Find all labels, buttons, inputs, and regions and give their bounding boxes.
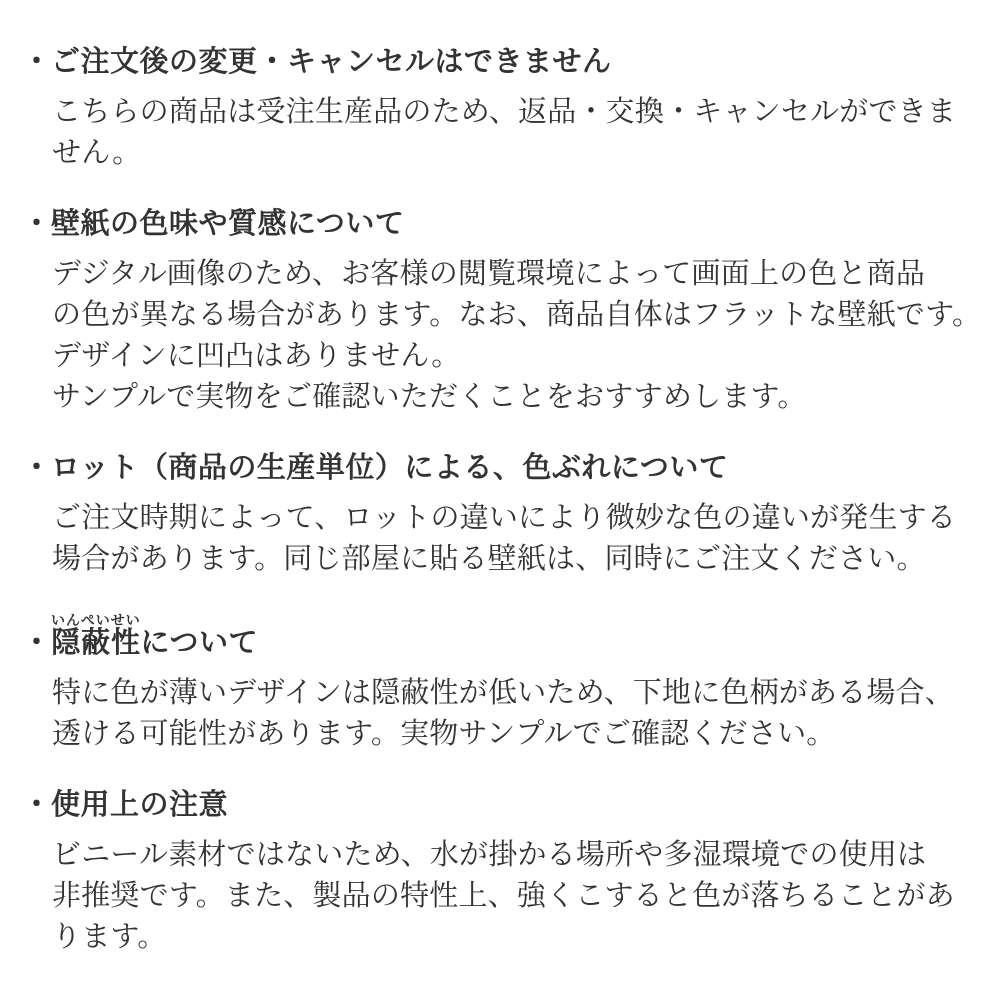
body-line: の色が異なる場合があります。なお、商品自体はフラットな壁紙です。	[52, 299, 982, 331]
body-line: ご注文時期によって、ロットの違いにより微妙な色の違いが発生する	[52, 502, 957, 534]
heading-rest: について	[140, 627, 258, 659]
bullet-marker: ・	[22, 208, 52, 240]
body-line: せん。	[52, 137, 142, 169]
section-heading-row	[22, 206, 980, 242]
body-line: デザインに凹凸はありません。	[52, 340, 461, 372]
bullet-marker: ・	[22, 627, 52, 659]
section-body	[52, 673, 980, 755]
ruby-base: 隠蔽性	[51, 627, 141, 659]
bullet-marker: ・	[22, 46, 52, 78]
section-heading: 壁紙の色味や質感について	[51, 208, 405, 240]
section-usage	[22, 787, 980, 958]
section-heading: 使用上の注意	[51, 789, 229, 821]
section-heading-row	[22, 787, 980, 823]
body-line: 非推奨です。また、製品の特性上、強くこすると色が落ちることがあ	[52, 880, 955, 912]
body-line: 特に色が薄いデザインは隠蔽性が低いため、下地に色柄がある場合、	[52, 677, 955, 709]
bullet-marker: ・	[22, 789, 52, 821]
section-opacity	[22, 612, 980, 755]
section-body	[52, 254, 980, 418]
body-line: 透ける可能性があります。実物サンプルでご確認ください。	[52, 718, 836, 750]
body-line: ります。	[52, 921, 167, 953]
section-body	[52, 835, 980, 958]
body-line: サンプルで実物をご確認いただくことをおすすめします。	[52, 381, 807, 413]
ruby-furigana: いんぺいせい	[51, 612, 141, 628]
section-cancellation	[22, 44, 980, 174]
section-heading-row	[22, 612, 980, 661]
bullet-marker: ・	[22, 452, 52, 484]
section-color-texture	[22, 206, 980, 418]
body-line: ビニール素材ではないため、水が掛かる場所や多湿環境での使用は	[52, 839, 927, 871]
section-heading-row	[22, 450, 980, 486]
section-heading	[51, 612, 258, 661]
section-heading: ご注文後の変更・キャンセルはできません	[51, 46, 612, 78]
body-line: デジタル画像のため、お客様の閲覧環境によって画面上の色と商品	[52, 258, 926, 290]
heading-ruby	[51, 612, 141, 659]
section-heading-row	[22, 44, 980, 80]
section-body	[52, 498, 980, 580]
body-line: こちらの商品は受注生産品のため、返品・交換・キャンセルができま	[52, 96, 957, 128]
section-lot-color	[22, 450, 980, 580]
section-heading: ロット（商品の生産単位）による、色ぶれについて	[51, 452, 729, 484]
body-line: 場合があります。同じ部屋に貼る壁紙は、同時にご注文ください。	[52, 543, 926, 575]
section-body	[52, 92, 980, 174]
